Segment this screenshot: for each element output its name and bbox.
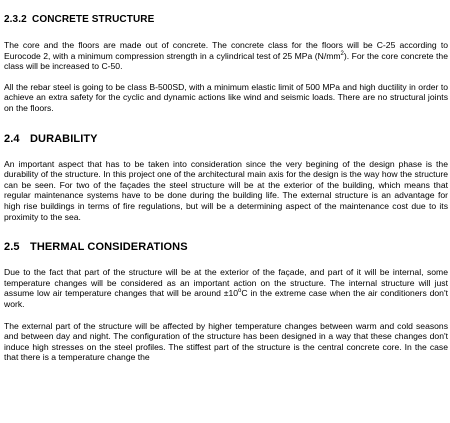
paragraph-text: The core and the floors are made out of concrete. The concrete class for the floors will be C-25 according to Eurocode 2, with a minimum compression strength in a cylindrical test of 25 MPa (N/mm (4, 40, 448, 61)
paragraph-thermal-internal (4, 267, 448, 309)
spacer (4, 254, 448, 267)
spacer (4, 114, 448, 133)
section-heading-concrete-structure (4, 14, 448, 26)
section-title: THERMAL CONSIDERATIONS (30, 241, 188, 254)
superscript: 2 (340, 50, 344, 57)
spacer (4, 72, 448, 82)
section-number: 2.3.2 (4, 14, 27, 25)
superscript: o (238, 288, 242, 295)
spacer (4, 222, 448, 241)
top-margin (4, 0, 448, 14)
spacer (4, 310, 448, 321)
paragraph-thermal-external: The external part of the structure will be affected by higher temperature changes between warm and cold seasons and between day and night. The configuration of the structure has been designed in a way that these changes don't induce high stresses on the steel profiles. The stiffest part of the structure is the central concrete core. In the case that there is a temperature change the (4, 320, 448, 363)
paragraph-durability: An important aspect that has to be taken into consideration since the very begining of the design phase is the durability of the structure. In this project one of the architectural main axis for the design is the way how the structure can be seen. For two of the façades the steel structure will be at the exterior of the building, which means that regular maintenance systems have to be done during the building life. The external structure is an advantage for high rise buildings in terms of fire regulations, but will be a determining aspect of the maintenance cost due to its proximity to the sea. (4, 158, 448, 222)
paragraph-text: C in the extreme case when the air conditioners don't work. (4, 288, 448, 309)
section-heading-durability (4, 133, 448, 146)
spacer (4, 26, 448, 40)
section-title: DURABILITY (30, 132, 98, 145)
section-number: 2.5 (4, 241, 20, 254)
paragraph-text: Due to the fact that part of the structure will be at the exterior of the façade, and part of it will be internal, some temperature changes will be considered as an important action on the structure. The internal structure will just assume low air temperature changes that will be around ±10 (4, 267, 448, 299)
paragraph-text: ). For the core concrete the class will be increased to C-50. (4, 50, 448, 72)
paragraph-concrete-class (4, 40, 448, 72)
section-heading-thermal-considerations (4, 241, 448, 254)
document-page (4, 0, 448, 423)
section-title: CONCRETE STRUCTURE (32, 14, 155, 25)
section-number: 2.4 (4, 132, 20, 145)
paragraph-rebar-steel: All the rebar steel is going to be class B-500SD, with a minimum elastic limit of 500 MPa and high ductility in order to achieve an extra safety for the cyclic and dynamic actions like wind and seismic loads. There are no structural joints on the floors. (4, 81, 448, 113)
spacer (4, 146, 448, 159)
